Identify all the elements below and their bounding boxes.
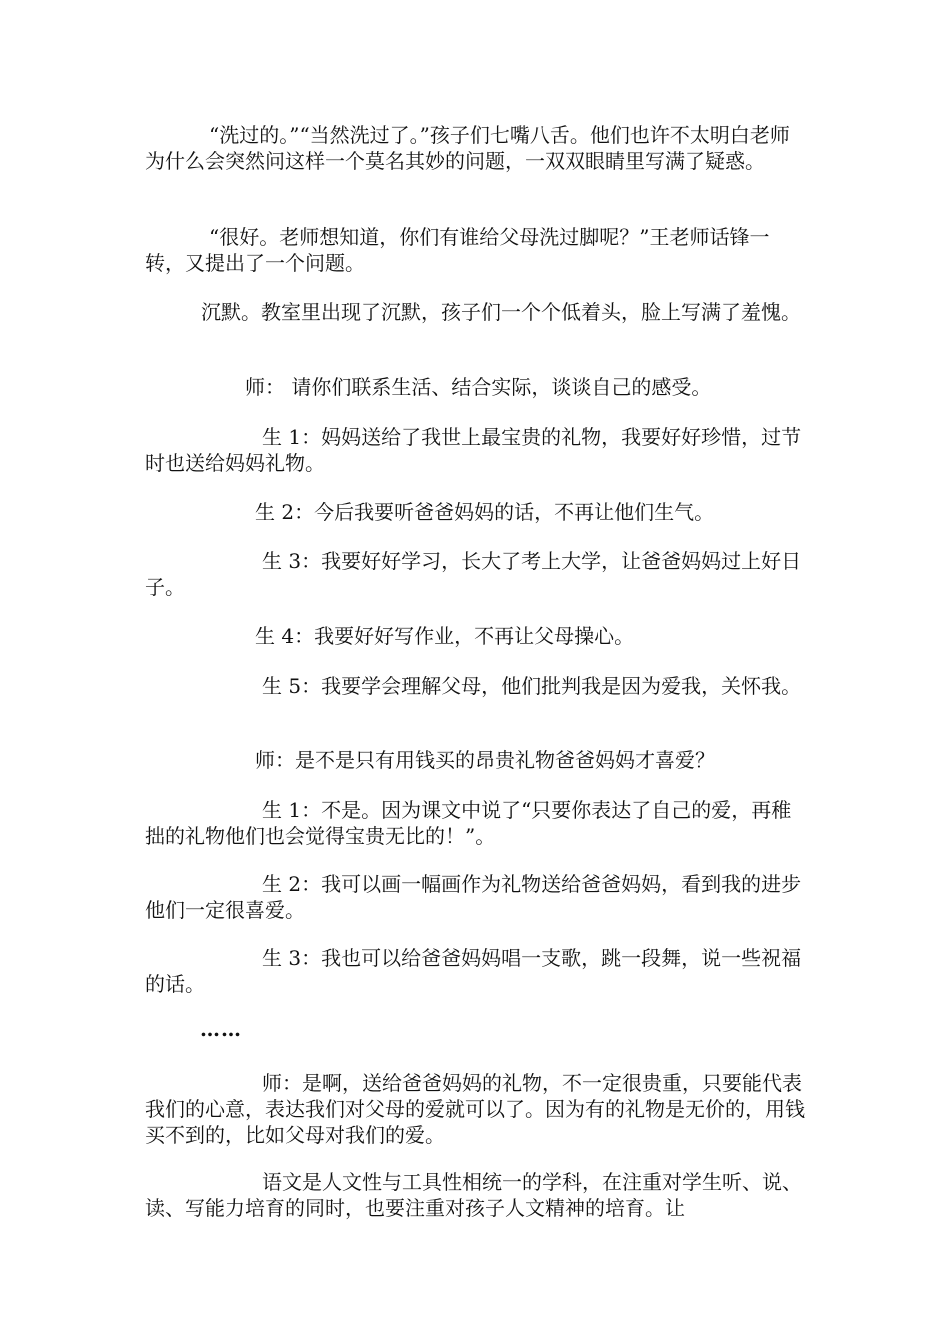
paragraph-1: “洗过的。”“当然洗过了。”孩子们七嘴八舌。他们也许不太明白老师为什么会突然问这样一个莫名其妙的问题，一双双眼睛里写满了疑惑。 — [145, 123, 790, 173]
ellipsis: …… — [200, 1017, 242, 1041]
paragraph-15: 师：是啊，送给爸爸妈妈的礼物，不一定很贵重，只要能代表我们的心意，表达我们对父母的爱就可以了。因为有的礼物是无价的，用钱买不到的，比如父母对我们的爱。 — [145, 1071, 805, 1147]
paragraph-11: 生 1：不是。因为课文中说了“只要你表达了自己的爱，再稚拙的礼物他们也会觉得宝贵无比的！”。 — [145, 798, 792, 848]
paragraph-12: 生 2：我可以画一幅画作为礼物送给爸爸妈妈，看到我的进步他们一定很喜爱。 — [145, 872, 802, 922]
paragraph-13: 生 3：我也可以给爸爸妈妈唱一支歌，跳一段舞，说一些祝福的话。 — [145, 946, 802, 996]
paragraph-9: 生 5：我要学会理解父母，他们批判我是因为爱我，关怀我。 — [262, 674, 802, 698]
paragraph-8: 生 4：我要好好写作业，不再让父母操心。 — [255, 624, 635, 648]
paragraph-10: 师：是不是只有用钱买的昂贵礼物爸爸妈妈才喜爱？ — [255, 748, 715, 772]
paragraph-6: 生 2：今后我要听爸爸妈妈的话，不再让他们生气。 — [255, 500, 715, 524]
paragraph-7: 生 3：我要好好学习，长大了考上大学，让爸爸妈妈过上好日子。 — [145, 549, 802, 599]
paragraph-5: 生 1：妈妈送给了我世上最宝贵的礼物，我要好好珍惜，过节时也送给妈妈礼物。 — [145, 425, 802, 475]
paragraph-2: “很好。老师想知道，你们有谁给父母洗过脚呢？”王老师话锋一转，又提出了一个问题。 — [145, 225, 770, 275]
paragraph-16: 语文是人文性与工具性相统一的学科，在注重对学生听、说、读、写能力培育的同时，也要注重对孩子人文精神的培育。让 — [145, 1170, 802, 1220]
paragraph-4: 师： 请你们联系生活、结合实际，谈谈自己的感受。 — [245, 375, 712, 399]
paragraph-3: 沉默。教室里出现了沉默，孩子们一个个低着头，脸上写满了羞愧。 — [201, 300, 801, 324]
